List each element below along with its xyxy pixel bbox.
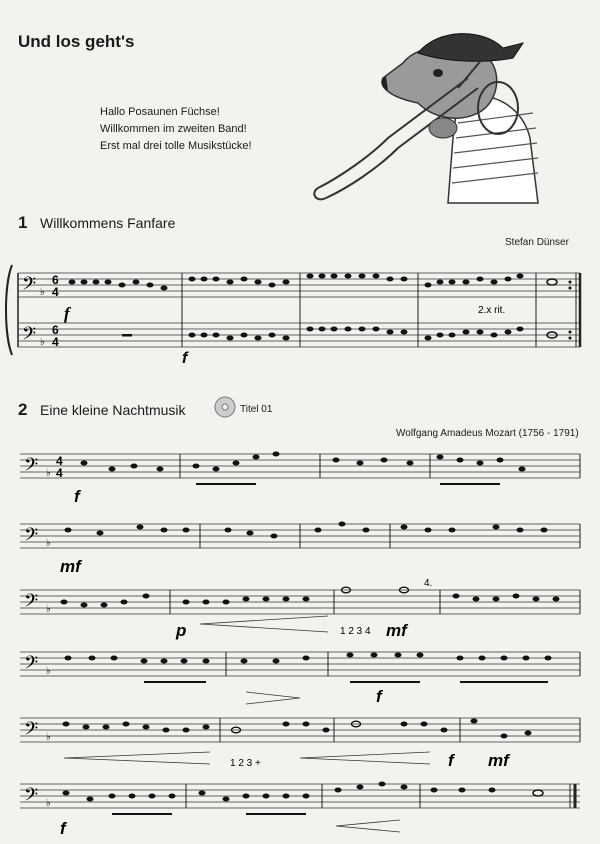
svg-text:♭: ♭ [46, 798, 51, 809]
rit-annotation: 2.x rit. [478, 305, 506, 316]
page-title: Und los geht's [18, 32, 135, 51]
staff-row-5 [20, 718, 580, 743]
piece1-number: 1 [18, 213, 28, 232]
svg-text:4: 4 [56, 466, 63, 480]
staff-1 [18, 273, 580, 297]
svg-text:𝄢: 𝄢 [24, 784, 39, 809]
svg-text:𝄢: 𝄢 [24, 454, 39, 479]
staff-row-2 [20, 522, 580, 550]
greeting-line-3: Erst mal drei tolle Musikstücke! [100, 140, 252, 152]
piece2-score [0, 440, 600, 844]
fingering-text: 1 2 3 4 [340, 626, 371, 637]
system-brace [6, 265, 12, 355]
greeting-line-2: Willkommen im zweiten Band! [100, 123, 247, 135]
dynamic-marking: f [448, 751, 454, 770]
crescendo-hairpin [300, 752, 430, 764]
piece1-title: Willkommens Fanfare [40, 215, 176, 231]
svg-text:♭: ♭ [46, 732, 51, 743]
greeting-line-1: Hallo Posaunen Füchse! [100, 106, 220, 118]
dynamic-marking: f [64, 304, 70, 323]
greeting-text [100, 104, 252, 155]
piece2-composer: Wolfgang Amadeus Mozart (1756 - 1791) [396, 428, 579, 439]
piece2-number: 2 [18, 400, 28, 419]
dynamic-marking: f [74, 487, 80, 506]
crescendo-hairpin [200, 616, 328, 632]
dynamic-marking: f [60, 819, 66, 838]
piece1-composer: Stefan Dünser [505, 237, 569, 248]
time-sig-top: 6 [52, 273, 59, 287]
piece2-title: Eine kleine Nachtmusik [40, 402, 186, 418]
bass-clef-icon: 𝄢 [22, 323, 37, 348]
staff-row-4 [20, 652, 580, 682]
staff-row-1 [20, 452, 580, 485]
fingering-text: 1 2 3 + [230, 758, 261, 769]
bass-clef-icon: 𝄢 [22, 273, 37, 298]
svg-text:𝄢: 𝄢 [24, 524, 39, 549]
svg-text:♭: ♭ [46, 468, 51, 479]
staff-row-3 [20, 578, 580, 615]
svg-text:♭: ♭ [46, 604, 51, 615]
svg-text:4: 4 [56, 454, 63, 468]
time-sig-top: 6 [52, 323, 59, 337]
fingering-text: 4. [424, 578, 433, 589]
svg-text:♭: ♭ [46, 538, 51, 549]
cd-track-label: Titel 01 [240, 404, 273, 415]
dynamic-marking: p [176, 621, 187, 640]
svg-text:𝄢: 𝄢 [24, 590, 39, 615]
dynamic-marking: mf [386, 621, 407, 640]
dynamic-marking: mf [488, 751, 509, 770]
time-sig-bottom: 4 [52, 335, 59, 349]
dynamic-marking: mf [60, 557, 81, 576]
fox-trombone-illustration [308, 18, 578, 208]
flat-icon: ♭ [40, 287, 45, 298]
cd-icon [214, 396, 236, 418]
notes-staff-1 [69, 274, 558, 291]
dynamic-marking: f [182, 350, 188, 365]
time-sig-bottom: 4 [52, 285, 59, 299]
svg-text:♭: ♭ [46, 666, 51, 677]
flat-icon: ♭ [40, 337, 45, 348]
crescendo-hairpin [336, 820, 400, 832]
svg-text:𝄢: 𝄢 [24, 718, 39, 743]
dynamic-marking: f [376, 687, 382, 706]
crescendo-hairpin [64, 752, 210, 764]
piece1-score-system [0, 255, 600, 365]
staff-row-6 [20, 782, 580, 815]
svg-text:𝄢: 𝄢 [24, 652, 39, 677]
decrescendo-hairpin [246, 692, 300, 704]
